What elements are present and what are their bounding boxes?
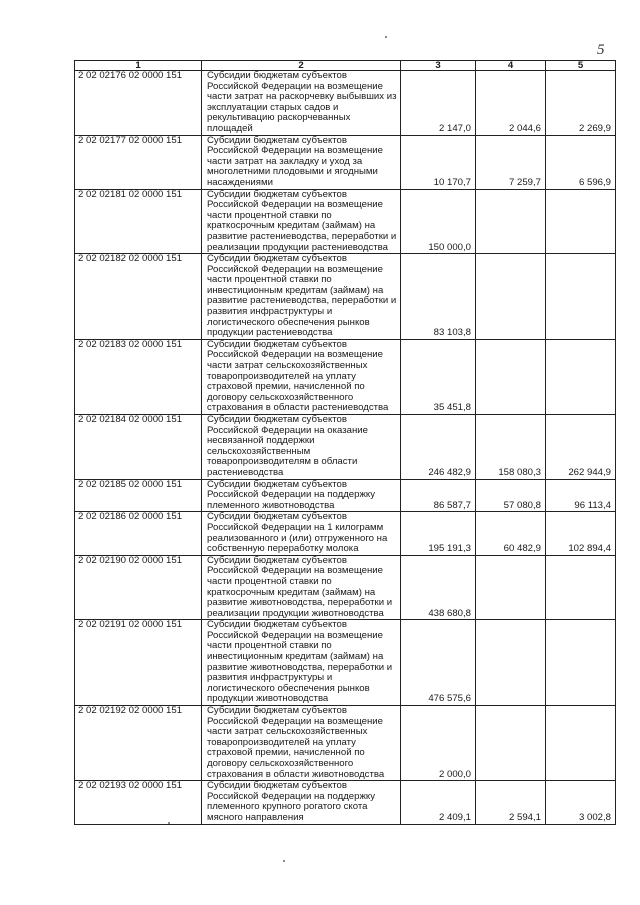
table-row [75, 415, 616, 480]
row-value-col4: 2 044,6 [476, 71, 546, 136]
row-value-col3: 2 000,0 [401, 706, 476, 781]
table-row [75, 781, 616, 824]
table-row [75, 189, 616, 254]
page-number: 5 [597, 42, 605, 58]
scan-speck [283, 860, 285, 862]
row-description: Субсидии бюджетам субъектов Российской Федерации на возмещение части затрат сельскохозяйственных товаропроизводителей на уплату страховой премии, начисленной по договору сельскохозяйственного страхования в области растениеводства [202, 339, 401, 414]
row-value-col5: 3 002,8 [546, 781, 616, 824]
row-value-col5 [546, 339, 616, 414]
row-value-col4: 2 594,1 [476, 781, 546, 824]
row-value-col5 [546, 189, 616, 254]
row-value-col3: 2 409,1 [401, 781, 476, 824]
header-row [75, 61, 616, 71]
row-value-col5 [546, 555, 616, 620]
row-value-col3: 476 575,6 [401, 620, 476, 706]
row-code: 2 02 02184 02 0000 151 [75, 415, 202, 480]
row-code: 2 02 02191 02 0000 151 [75, 620, 202, 706]
row-value-col5 [546, 620, 616, 706]
row-code: 2 02 02176 02 0000 151 [75, 71, 202, 136]
row-value-col4 [476, 620, 546, 706]
row-value-col3: 83 103,8 [401, 254, 476, 340]
budget-table [74, 60, 616, 825]
row-value-col4: 57 080,8 [476, 479, 546, 512]
column-header-2: 2 [202, 61, 401, 71]
table-row [75, 339, 616, 414]
row-description: Субсидии бюджетам субъектов Российской Федерации на 1 килограмм реализованного и (или) отгруженного на собственную переработку молока [202, 512, 401, 555]
row-description: Субсидии бюджетам субъектов Российской Федерации на возмещение части процентной ставки по краткосрочным кредитам (займам) на развитие животноводства, переработки и реализации продукции животноводства [202, 555, 401, 620]
row-code: 2 02 02185 02 0000 151 [75, 479, 202, 512]
row-value-col3: 86 587,7 [401, 479, 476, 512]
column-header-5: 5 [546, 61, 616, 71]
column-header-3: 3 [401, 61, 476, 71]
table-row [75, 555, 616, 620]
row-value-col3: 150 000,0 [401, 189, 476, 254]
row-value-col3: 10 170,7 [401, 135, 476, 189]
row-value-col4 [476, 254, 546, 340]
row-code: 2 02 02181 02 0000 151 [75, 189, 202, 254]
row-value-col4: 7 259,7 [476, 135, 546, 189]
table-row [75, 254, 616, 340]
row-code: 2 02 02192 02 0000 151 [75, 706, 202, 781]
table-row [75, 135, 616, 189]
column-header-1: 1 [75, 61, 202, 71]
table-row [75, 512, 616, 555]
table-row [75, 620, 616, 706]
row-value-col5 [546, 254, 616, 340]
row-value-col4 [476, 189, 546, 254]
row-value-col4: 158 080,3 [476, 415, 546, 480]
row-description: Субсидии бюджетам субъектов Российской Федерации на поддержку племенного животноводства [202, 479, 401, 512]
row-description: Субсидии бюджетам субъектов Российской Федерации на возмещение части затрат сельскохозяйственных товаропроизводителей на уплату страховой премии, начисленной по договору сельскохозяйственного страхования в области животноводства [202, 706, 401, 781]
row-value-col3: 246 482,9 [401, 415, 476, 480]
row-code: 2 02 02177 02 0000 151 [75, 135, 202, 189]
row-code: 2 02 02183 02 0000 151 [75, 339, 202, 414]
table-row [75, 71, 616, 136]
row-value-col3: 195 191,3 [401, 512, 476, 555]
row-value-col4 [476, 706, 546, 781]
row-code: 2 02 02193 02 0000 151 [75, 781, 202, 824]
row-description: Субсидии бюджетам субъектов Российской Федерации на возмещение части процентной ставки по инвестиционным кредитам (займам) на развитие растениеводства, переработки и развития инфраструктуры и логистического обеспечения рынков продукции растениеводства [202, 254, 401, 340]
row-description: Субсидии бюджетам субъектов Российской Федерации на возмещение части процентной ставки по краткосрочным кредитам (займам) на развитие растениеводства, переработки и реализации продукции растениеводства [202, 189, 401, 254]
row-description: Субсидии бюджетам субъектов Российской Федерации на возмещение части процентной ставки по инвестиционным кредитам (займам) на развитие животноводства, переработки и развития инфраструктуры и логистического обеспечения рынков продукции животноводства [202, 620, 401, 706]
row-value-col3: 2 147,0 [401, 71, 476, 136]
row-value-col4 [476, 555, 546, 620]
row-description: Субсидии бюджетам субъектов Российской Федерации на возмещение части затрат на раскорчевку выбывших из эксплуатации старых садов и рекультивацию раскорчеванных площадей [202, 71, 401, 136]
row-description: Субсидии бюджетам субъектов Российской Федерации на поддержку племенного крупного рогатого скота мясного направления [202, 781, 401, 824]
row-code: 2 02 02182 02 0000 151 [75, 254, 202, 340]
row-value-col5: 102 894,4 [546, 512, 616, 555]
column-header-4: 4 [476, 61, 546, 71]
row-value-col3: 35 451,8 [401, 339, 476, 414]
row-code: 2 02 02190 02 0000 151 [75, 555, 202, 620]
row-value-col4: 60 482,9 [476, 512, 546, 555]
row-value-col3: 438 680,8 [401, 555, 476, 620]
table-row [75, 479, 616, 512]
row-description: Субсидии бюджетам субъектов Российской Федерации на возмещение части затрат на закладку и уход за многолетними плодовыми и ягодными насаждениями [202, 135, 401, 189]
scan-speck [168, 822, 170, 824]
row-value-col5 [546, 706, 616, 781]
row-value-col5: 262 944,9 [546, 415, 616, 480]
row-description: Субсидии бюджетам субъектов Российской Федерации на оказание несвязанной поддержки сельскохозяйственным товаропроизводителям в области растениеводства [202, 415, 401, 480]
scan-speck [385, 36, 387, 38]
row-value-col5: 96 113,4 [546, 479, 616, 512]
table-row [75, 706, 616, 781]
row-code: 2 02 02186 02 0000 151 [75, 512, 202, 555]
row-value-col5: 2 269,9 [546, 71, 616, 136]
row-value-col4 [476, 339, 546, 414]
row-value-col5: 6 596,9 [546, 135, 616, 189]
